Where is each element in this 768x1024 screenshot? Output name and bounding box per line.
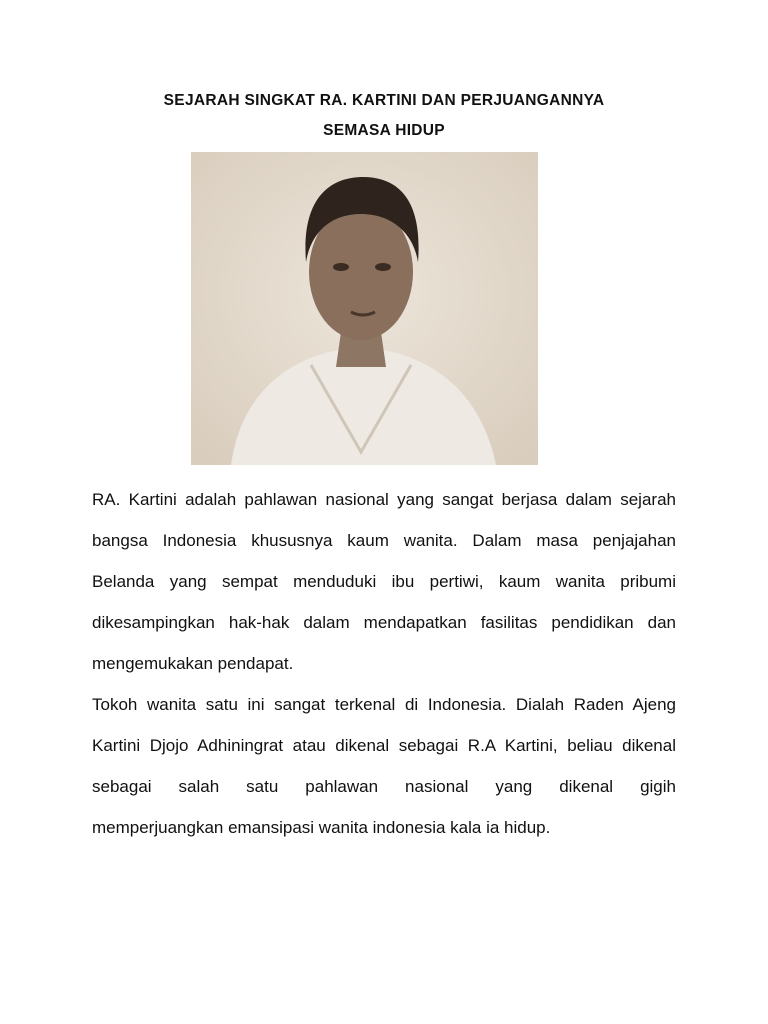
title-line-2: SEMASA HIDUP <box>323 122 445 139</box>
kartini-portrait-photo <box>191 152 538 465</box>
paragraph-line: memperjuangkan emansipasi wanita indonesia kala ia hidup. <box>92 818 551 837</box>
paragraph-1 <box>92 490 676 695</box>
paragraph-line: bangsa Indonesia khususnya kaum wanita. Dalam masa penjajahan <box>92 531 676 550</box>
paragraph-line: Belanda yang sempat menduduki ibu pertiwi, kaum wanita pribumi <box>92 572 676 591</box>
paragraph-line: dikesampingkan hak-hak dalam mendapatkan fasilitas pendidikan dan <box>92 613 676 632</box>
paragraph-line: Tokoh wanita satu ini sangat terkenal di Indonesia. Dialah Raden Ajeng <box>92 695 676 714</box>
title-line-1: SEJARAH SINGKAT RA. KARTINI DAN PERJUANGANNYA <box>163 92 605 109</box>
paragraph-line: mengemukakan pendapat. <box>92 654 294 673</box>
paragraph-line: Kartini Djojo Adhiningrat atau dikenal sebagai R.A Kartini, beliau dikenal <box>92 736 676 755</box>
paragraph-line: RA. Kartini adalah pahlawan nasional yang sangat berjasa dalam sejarah <box>92 490 676 509</box>
paragraph-line: sebagai salah satu pahlawan nasional yang dikenal gigih <box>92 777 676 796</box>
paragraph-2 <box>92 695 676 859</box>
